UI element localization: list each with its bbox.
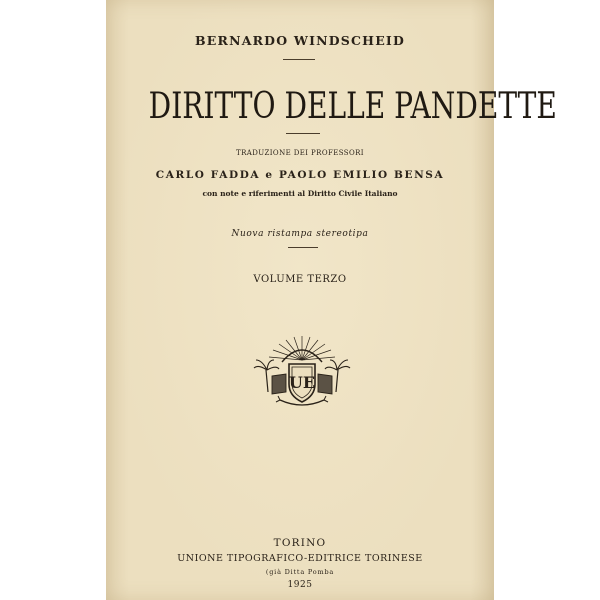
divider-rule bbox=[283, 59, 315, 60]
notes-line: con note e riferimenti al Diritto Civile Italiano bbox=[202, 189, 398, 198]
imprint-year: 1925 bbox=[287, 580, 313, 590]
title-page bbox=[106, 0, 557, 600]
imprint-formerly: (già Ditta Pomba bbox=[265, 568, 335, 576]
divider-rule bbox=[286, 133, 320, 134]
author-name: BERNARDO WINDSCHEID bbox=[194, 33, 406, 48]
edition-note: Nuova ristampa stereotipa bbox=[231, 229, 369, 239]
translation-label: TRADUZIONE DEI PROFESSORI bbox=[236, 149, 364, 157]
volume-label: VOLUME TERZO bbox=[253, 274, 347, 285]
translators: CARLO FADDA e PAOLO EMILIO BENSA bbox=[155, 169, 445, 181]
divider-rule bbox=[288, 247, 318, 248]
emblem-letters: UE bbox=[288, 373, 316, 392]
imprint-city: TORINO bbox=[273, 537, 327, 549]
imprint-publisher: UNIONE TIPOGRAFICO-EDITRICE TORINESE bbox=[177, 553, 423, 564]
publisher-emblem-icon bbox=[252, 330, 352, 412]
book-title: DIRITTO DELLE PANDETTE bbox=[148, 86, 557, 127]
